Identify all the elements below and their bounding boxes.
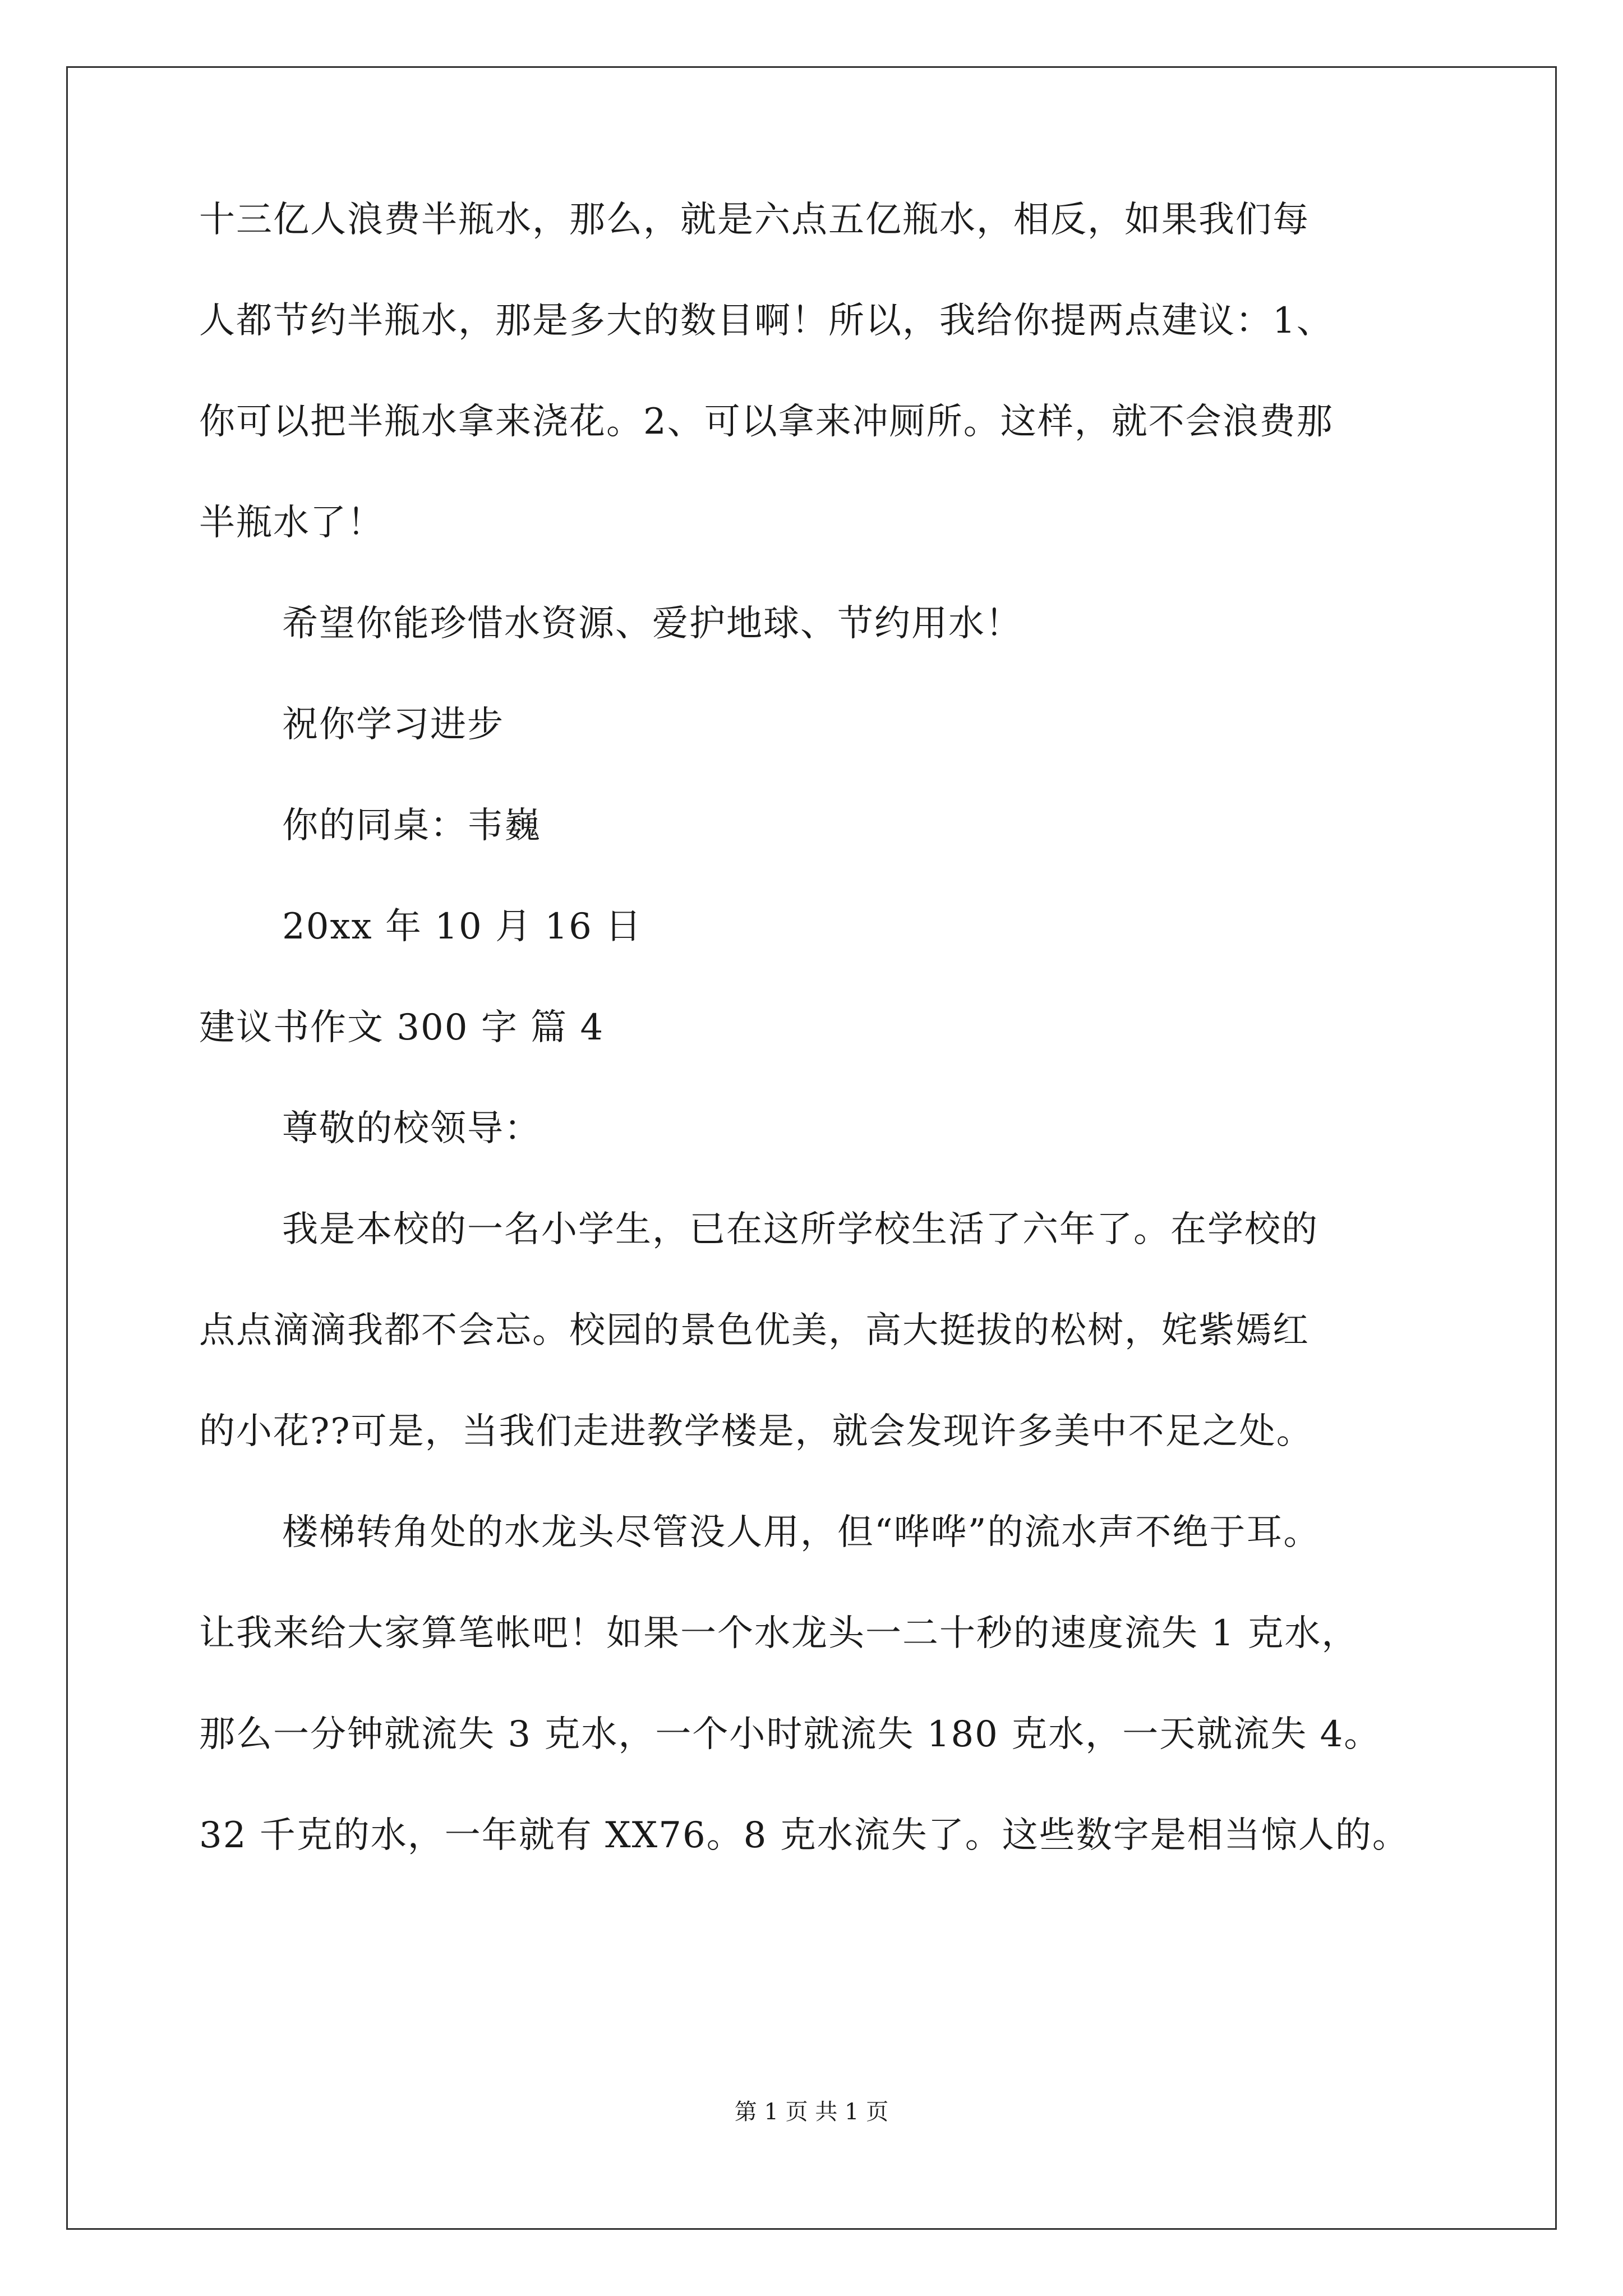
- document-body: [199, 199, 1427, 1918]
- paragraph-line: 半瓶水了！: [199, 502, 384, 544]
- salutation-line: 尊敬的校领导：: [282, 1108, 541, 1149]
- paragraph-line: 点点滴滴我都不会忘。校园的景色优美，高大挺拔的松树，姹紫嫣红: [199, 1310, 1310, 1351]
- paragraph-line: 楼梯转角处的水龙头尽管没人用，但“哗哗”的流水声不绝于耳。: [282, 1512, 1321, 1553]
- closing-line: 祝你学习进步: [282, 704, 504, 746]
- paragraph-line: 我是本校的一名小学生，已在这所学校生活了六年了。在学校的: [282, 1209, 1318, 1250]
- paragraph-line: 你可以把半瓶水拿来浇花。2、可以拿来冲厕所。这样，就不会浪费那: [199, 401, 1334, 443]
- paragraph-line: 32 千克的水，一年就有 XX76。8 克水流失了。这些数字是相当惊人的。: [199, 1815, 1409, 1856]
- section-heading: 建议书作文 300 字 篇 4: [199, 1007, 605, 1048]
- page-number-footer: 第 1 页 共 1 页: [734, 2099, 889, 2125]
- paragraph-line: 那么一分钟就流失 3 克水，一个小时就流失 180 克水，一天就流失 4。: [199, 1714, 1381, 1755]
- paragraph-line: 十三亿人浪费半瓶水，那么，就是六点五亿瓶水，相反，如果我们每: [199, 199, 1310, 241]
- date-line: 20xx 年 10 月 16 日: [282, 906, 643, 947]
- paragraph-line: 让我来给大家算笔帐吧！如果一个水龙头一二十秒的速度流失 1 克水，: [199, 1613, 1359, 1654]
- paragraph-line: 的小花??可是，当我们走进教学楼是，就会发现许多美中不足之处。: [199, 1411, 1313, 1452]
- signature-line: 你的同桌：韦巍: [282, 805, 541, 846]
- paragraph-line: 希望你能珍惜水资源、爱护地球、节约用水！: [282, 603, 1022, 645]
- paragraph-line: 人都节约半瓶水，那是多大的数目啊！所以，我给你提两点建议：1、: [199, 300, 1334, 342]
